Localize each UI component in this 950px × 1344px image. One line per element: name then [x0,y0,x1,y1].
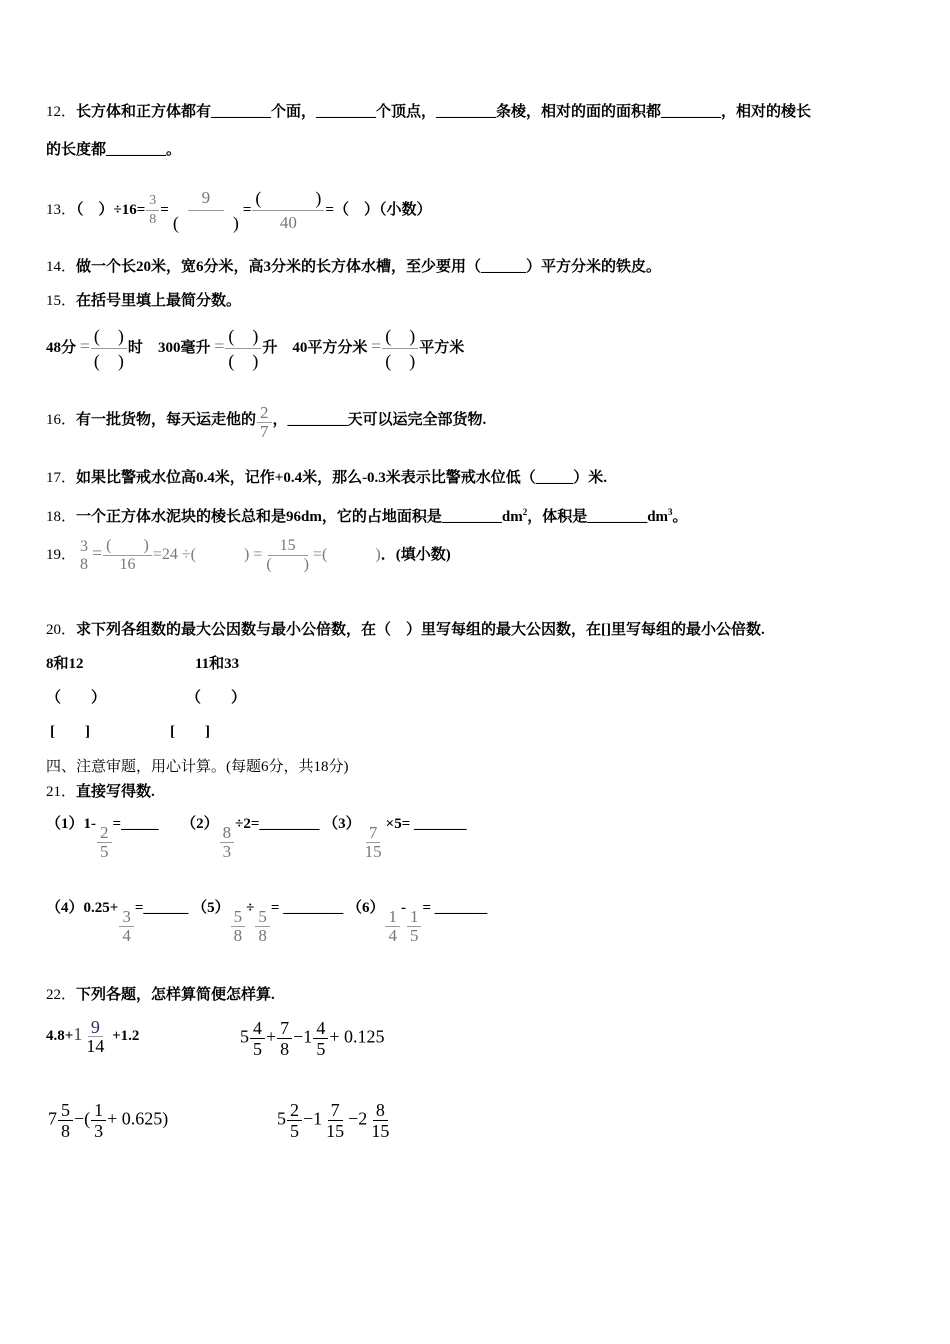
fraction [323,1100,347,1141]
q-number: 15． [46,293,77,309]
question-13 [46,186,431,235]
item-label: （5） [192,900,230,916]
prefix: 4.8+ [46,1027,74,1044]
prefix: 0.25+ [83,900,119,916]
operator: - [400,900,406,916]
fraction [382,324,418,373]
denominator: 15 [326,1121,345,1141]
numerator: 2 [287,1100,302,1121]
gcd-blank: （ ） [46,690,107,706]
equals: = [242,201,252,218]
unit: 升 [262,339,278,356]
q22-text: 下列各题，怎样算简便怎样算. [76,987,275,1003]
denominator: 16 [119,556,136,573]
fraction [407,908,422,945]
denominator: 8 [61,1121,70,1141]
lcm-blank: [ ] [170,724,210,740]
q17-text: 如果比警戒水位高0.4米，记作+0.4米，那么-0.3米表示比警戒水位低（_____）米. [76,470,608,486]
equals: = [92,542,103,563]
q-number: 20． [46,622,77,638]
q19-note: ．(填小数) [380,546,451,563]
question-20 [46,620,765,640]
denominator: 5 [316,1039,326,1059]
question-15-items [46,324,464,373]
item-label: （2） [181,816,219,832]
prefix: 1- [83,816,97,832]
numerator: 5 [58,1100,73,1121]
answer-blank: = _______ [422,900,488,916]
denominator: 8 [80,555,89,573]
numerator: 1 [385,908,400,927]
numerator: 3 [146,192,159,211]
denominator: 3 [222,842,232,861]
equals: = [214,335,225,356]
fraction [220,824,235,861]
denominator: 8 [258,926,267,945]
denominator: ( ) [93,351,124,371]
q16-text: 有一批货物，每天运走他的 [76,412,257,428]
denominator: 40 [279,213,297,232]
whole: 5 [240,1026,249,1047]
fraction [83,1018,107,1055]
expr-3 [48,1100,168,1141]
operator: ÷ [246,900,255,916]
fraction [250,1018,265,1059]
denominator: 8 [149,212,157,227]
question-17 [46,468,607,488]
unit: 时 [127,339,143,356]
fraction [58,1100,73,1141]
q-number: 19． [46,546,77,563]
fraction [368,1100,392,1141]
fraction [103,537,152,574]
equals: = [160,201,169,218]
numerator: ( ) [225,324,261,349]
operator: −2 [348,1108,368,1129]
numerator: 3 [80,537,89,555]
fraction [313,1018,328,1059]
expr-1 [46,1018,139,1055]
equals: = [371,335,382,356]
fraction [362,824,385,861]
q12-line1: 长方体和正方体都有________个面，________个顶点，________条棱，相对的面的面积都________，相对的棱长 [76,104,812,120]
numerator: ( ) [91,324,127,349]
numerator: 15 [268,537,308,556]
question-22 [46,985,275,1005]
q-number: 22． [46,987,77,1003]
question-18 [46,502,688,527]
fraction [146,192,159,229]
q16-text-b: ，________天可以运完全部货物. [272,412,487,428]
numerator: 1 [91,1100,106,1121]
answer-blank: =______ [134,900,189,916]
whole: 7 [48,1108,57,1129]
denominator: 7 [260,422,269,441]
denominator: ( ) [385,351,416,371]
numerator: ( ) [252,186,324,211]
fraction [119,908,134,945]
q18-text-c: 。 [672,509,688,525]
question-12-cont [46,140,181,160]
q14-text: 做一个长20米，宽6分米，高3分米的长方体水槽，至少要用（______）平方分米的铁皮。 [76,259,662,275]
q21-text: 直接写得数. [76,784,155,800]
numerator: 4 [250,1018,265,1039]
fraction [91,1100,106,1141]
item-label: 48分 [46,339,77,356]
item-label: （1） [46,816,84,832]
q15-text: 在括号里填上最简分数。 [76,293,242,309]
question-19 [46,537,451,574]
item-label: （6） [346,900,385,916]
q13-text: （ ）÷16= [76,201,146,218]
fraction [257,404,272,441]
denominator: 14 [86,1036,105,1056]
item-label: （4） [46,900,84,916]
fraction [385,908,400,945]
numerator: 4 [313,1018,328,1039]
numerator: 7 [366,824,381,843]
numerator: 9 [88,1018,103,1037]
denominator: 8 [233,926,243,945]
fraction [252,186,324,235]
q-number: 13． [46,201,77,218]
numerator: 2 [257,404,272,423]
numerator: ( ) [103,537,152,556]
answer-blank: ×5= _______ [385,816,467,832]
q-number: 18． [46,509,77,525]
operator: −1 [303,1108,323,1129]
q-number: 21． [46,784,77,800]
operator: −( [74,1108,91,1129]
denominator: 5 [409,926,419,945]
fraction [91,324,127,373]
q19-tail: =( ) [313,545,381,563]
numerator: 8 [220,824,235,843]
q21-row1 [46,814,467,861]
fraction [263,537,312,574]
fraction [231,908,246,945]
equals: = [79,335,90,356]
denominator: ( ) [266,556,310,573]
denominator: 4 [388,926,397,945]
numerator: 2 [97,824,112,843]
question-15 [46,291,241,311]
numerator: 1 [407,908,422,927]
item-label: 300毫升 [157,339,211,356]
fraction [277,1018,292,1059]
numerator: ( ) [382,324,418,349]
q20-text: 求下列各组数的最大公因数与最小公倍数，在（ ）里写每组的最大公因数，在[]里写每组的最小公倍数. [76,622,765,638]
denominator: 5 [290,1121,299,1141]
numerator: 3 [119,908,134,927]
denominator: ( ) [172,213,239,233]
answer-blank: =_____ [112,816,159,832]
superscript: 2 [522,507,528,517]
section-heading: 四、注意审题，用心计算。(每题6分，共18分) [46,759,349,775]
denominator: 15 [364,842,382,861]
denominator: 3 [94,1121,104,1141]
q19-middle: =24 ÷( ) = [152,545,263,563]
suffix: + 0.625) [107,1108,169,1129]
question-12 [46,102,811,122]
q-number: 14． [46,259,77,275]
group-label: 8和12 [46,656,84,672]
item-label: 40平方分米 [292,339,368,356]
whole: 5 [277,1108,286,1129]
expr-4 [277,1100,393,1141]
numerator: 8 [373,1100,388,1121]
q-number: 16． [46,412,77,428]
question-14 [46,257,661,277]
denominator: 4 [122,926,131,945]
unit: 平方米 [419,339,465,356]
answer-blank: = ________ [270,900,344,916]
denominator: 8 [280,1039,290,1059]
fraction [77,538,91,574]
fraction [255,908,270,945]
numerator: 7 [277,1018,292,1039]
fraction [287,1100,302,1141]
denominator: 5 [253,1039,262,1059]
operator: + [266,1026,277,1047]
whole: 1 [73,1023,83,1044]
operator: −1 [293,1026,313,1047]
suffix: + 0.125 [329,1026,385,1047]
expr-2 [240,1018,384,1059]
lcm-blank: [ ] [50,724,90,740]
question-21 [46,782,155,802]
numerator: 5 [231,908,246,927]
q12-line2: 的长度都________。 [46,142,182,158]
q21-row2 [46,898,487,945]
numerator: 7 [328,1100,343,1121]
superscript: 3 [668,507,673,517]
q-number: 12． [46,104,77,120]
fraction [97,824,112,861]
denominator: 5 [100,842,109,861]
denominator: ( ) [228,351,259,371]
fraction [225,324,261,373]
suffix: +1.2 [112,1027,140,1044]
item-label: （3） [323,816,361,832]
q-number: 17． [46,470,77,486]
numerator: 5 [255,908,270,927]
answer-blank: ÷2=________ [235,816,320,832]
fraction [170,186,242,235]
group-label: 11和33 [195,656,240,672]
denominator: 15 [371,1121,390,1141]
q18-text-b: ，体积是________dm [527,509,669,525]
q18-text-a: 一个正方体水泥块的棱长总和是96dm，它的占地面积是________dm [76,509,523,525]
q13-tail: =（ ）（小数） [325,201,432,218]
question-16 [46,404,486,441]
gcd-blank: （ ） [186,690,247,706]
numerator: 9 [188,186,225,211]
